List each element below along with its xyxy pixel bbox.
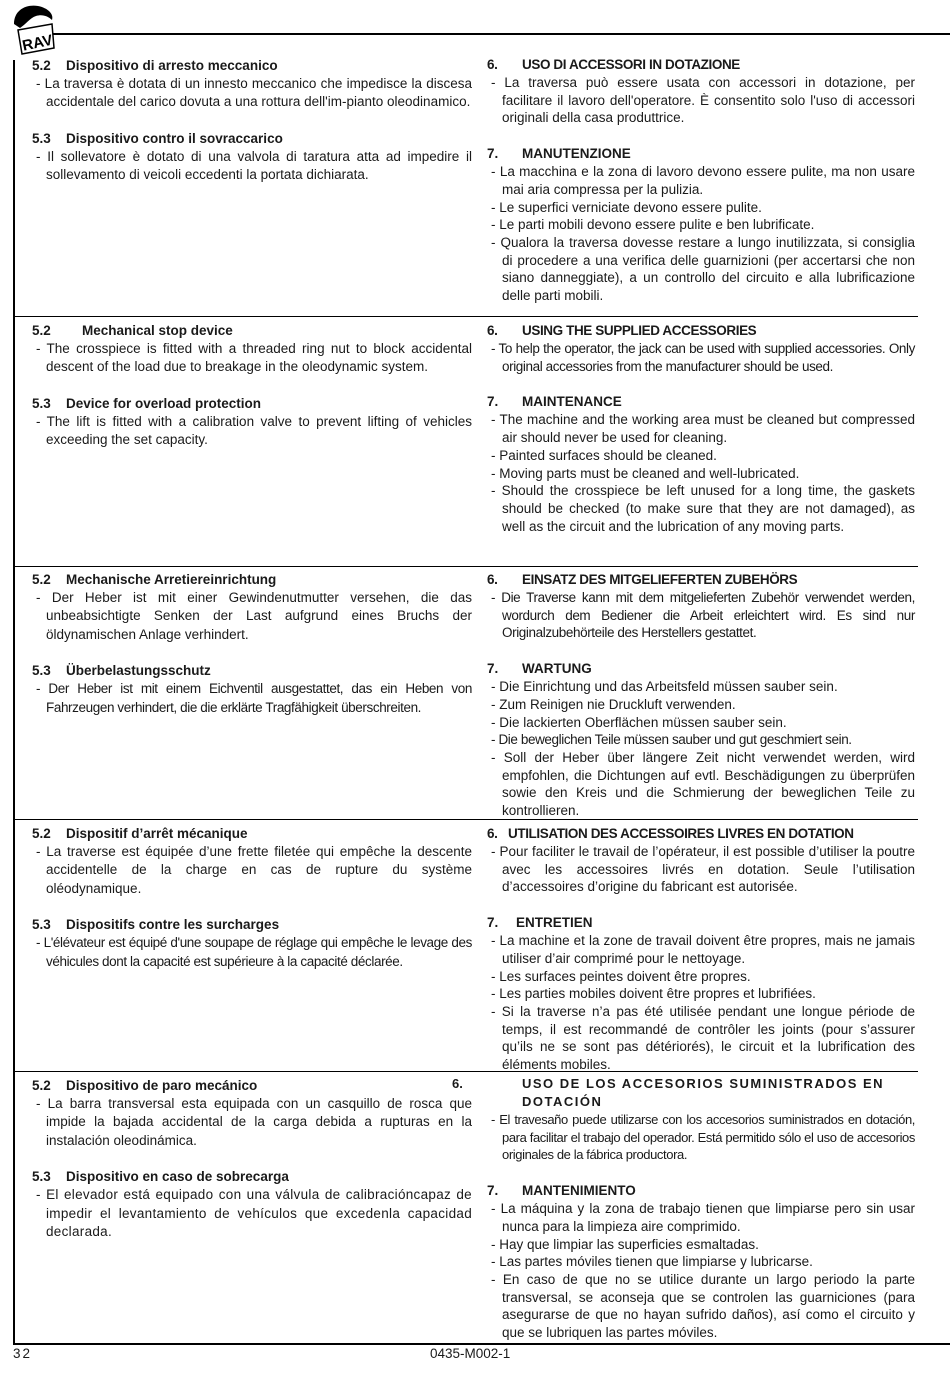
list-item: - Soll der Heber über längere Zeit nicht verwendet werden, wird empfohlen, die Dichtungen auf evtl. Beschädigungen zu überprüfen sowie den Kreis und die Schmierung der beweglichen Teile zu kontrollieren. (491, 749, 915, 819)
right-column (452, 1075, 915, 1342)
paragraph: - Der Heber ist mit einem Eichventil ausgestattet, das ein Heben von Fahrzeugen verhindert, die die erklärte Tragfähigkeit überschreiten. (36, 681, 472, 715)
list-item: - Painted surfaces should be cleaned. (491, 447, 717, 463)
list-item: - Le parti mobili devono essere pulite e ben lubrificate. (491, 217, 815, 233)
list-item: - Die lackierten Oberflächen müssen sauber sein. (491, 714, 787, 730)
section-heading: 5.3 Dispositifs contre les surcharges (32, 917, 280, 933)
section-heading: 5.3 Überbelastungsschutz (32, 663, 211, 679)
section-es (14, 1071, 918, 1342)
section-heading: 5.3 Device for overload protection (32, 395, 262, 411)
right-column (487, 322, 915, 535)
list-item: - Le superfici verniciate devono essere pulite. (491, 199, 762, 215)
paragraph: - The lift is fitted with a calibration valve to prevent lifting of vehicles exceeding the set capacity. (36, 413, 472, 448)
right-column (487, 571, 915, 820)
paragraph: - La traverse est équipée d’une frette filetée qui empêche la descente accidentelle de la charge en cas de rupture du système oléodynamique. (36, 844, 472, 896)
section-heading: 7. MANTENIMIENTO (487, 1183, 636, 1199)
left-column (32, 571, 472, 717)
list-item: - Should the crosspiece be left unused for a long time, the gaskets should be checked (to make sure that they are not damaged), as well as the circuit and the lubrication of any moving parts. (491, 483, 915, 534)
paragraph: - Il sollevatore è dotato di una valvola di taratura atta ad impedire il sollevamento di veicoli eccedenti la portata dichiarata. (36, 148, 472, 183)
paragraph: - To help the operator, the jack can be used with supplied accessories. Only original accessories from the manufacturer should be used. (491, 341, 915, 374)
paragraph: - El elevador está equipado con una válvula de calibracióncapaz de impedir el levantamiento de vehículos que excedenla capacidad declarada. (36, 1187, 472, 1240)
list-item: - La macchina e la zona di lavoro devono essere pulite, ma non usare mai aria compressa per la pulizia. (491, 164, 915, 197)
list-item: - Qualora la traversa dovesse restare a lungo inutilizzata, si consiglia di procedere a una verifica delle guarnizioni (per accertarsi che non siano danneggiate), a un controllo del circuito e alla lubrificazione delle parti mobili. (491, 234, 915, 304)
section-heading: 5.2 Dispositivo de paro mecánico (32, 1078, 258, 1093)
paragraph: - El travesaño puede utilizarse con los accesorios suministrados en dotación, para facilitar el trabajo del operador. Está permitido sólo el uso de accesorios originales de la fábrica productora. (491, 1112, 915, 1163)
bottom-rule (13, 1343, 950, 1345)
list-item: - Las partes móviles tienen que limpiarse y lubricarse. (491, 1254, 813, 1270)
paragraph: - Der Heber ist mit einer Gewindenutmutter versehen, die das unbeabsichtigte Senken der Last aufgrund eines Bruchs der öldynamischen Anlage verhindert. (36, 590, 472, 642)
top-rule (48, 33, 950, 35)
right-column (487, 56, 915, 305)
list-item: - En caso de que no se utilice durante un largo periodo la parte transversal, se aconseja que se controlen las guarniciones (para asegurarse de que no hayan sufrido daños), así como el circuito y que se lubriquen las partes móviles. (491, 1271, 915, 1341)
section-heading: 7. ENTRETIEN (487, 915, 593, 931)
right-column (487, 825, 915, 1074)
left-column (32, 1077, 472, 1241)
section-heading: 5.2 Dispositivo di arresto meccanico (32, 58, 278, 73)
section-de (14, 566, 918, 817)
list-item: - Die Einrichtung und das Arbeitsfeld müssen sauber sein. (491, 679, 838, 695)
section-heading: 6. USO DI ACCESSORI IN DOTAZIONE (487, 57, 740, 72)
page-number: 32 (13, 1346, 33, 1361)
paragraph: - La traversa può essere usata con accessori in dotazione, per facilitare il lavoro dell'operatore. È consentito solo l'uso di accessori originali della casa produttrice. (491, 75, 915, 126)
section-heading: 6. USO DE LOS ACCESORIOS SUMINISTRADOS EN DOTACIÓN (452, 1076, 885, 1109)
section-fr (14, 819, 918, 1073)
section-it (14, 55, 918, 315)
section-heading: 5.2 Mechanische Arretiereinrichtung (32, 572, 277, 587)
left-column (32, 825, 472, 971)
paragraph: - Pour faciliter le travail de l’opérateur, il est possible d’utiliser la poutre avec les accessoires livrés en dotation. Seule l’utilisation d’accessoires d’origine du fabricant est autorisée. (491, 844, 915, 895)
logo-text: RAV (20, 31, 55, 55)
list-item: - Moving parts must be cleaned and well-lubricated. (491, 465, 800, 481)
section-heading: 7. MAINTENANCE (487, 394, 622, 410)
section-heading: 5.2 Mechanical stop device (32, 323, 233, 338)
paragraph: - Die Traverse kann mit dem mitgelieferten Zubehör verwendet werden, wordurch dem Bediener die Arbeit erleichtert wird. Es sind nur Originalzubehörteile des Herstellers gestattet. (491, 590, 915, 641)
paragraph: - L'élévateur est équipé d'une soupape de réglage qui empêche le levage des véhicules dont la capacité est supérieure à la capacité déclarée. (36, 935, 472, 969)
section-en (14, 316, 918, 567)
list-item: - La machine et la zone de travail doivent être propres, mais ne jamais utiliser d’air comprimé pour le nettoyage. (491, 933, 915, 966)
section-heading: 7. WARTUNG (487, 661, 592, 677)
section-heading: 6. EINSATZ DES MITGELIEFERTEN ZUBEHÖRS (487, 572, 798, 587)
paragraph: - La traversa è dotata di un innesto meccanico che impedisce la discesa accidentale del carico dovuta a una rottura dell'im-pianto oleodinamico. (36, 76, 472, 110)
paragraph: - The crosspiece is fitted with a threaded ring nut to block accidental descent of the load due to breakage in the oleodynamic system. (36, 341, 472, 375)
list-item: - Les surfaces peintes doivent être propres. (491, 968, 751, 984)
list-item: - Die beweglichen Teile müssen sauber und gut geschmiert sein. (491, 732, 852, 748)
section-heading: 6. UTILISATION DES ACCESSOIRES LIVRES EN DOTATION (487, 826, 854, 841)
list-item: - La máquina y la zona de trabajo tienen que limpiarse pero sin usar nunca para la limpieza aire comprimido. (491, 1201, 915, 1234)
section-heading: 5.3 Dispositivo en caso de sobrecarga (32, 1169, 289, 1185)
brand-logo (8, 2, 60, 56)
list-item: - The machine and the working area must be cleaned but compressed air should never be used for cleaning. (491, 412, 915, 446)
list-item: - Hay que limpiar las superficies esmaltadas. (491, 1236, 759, 1252)
left-column (32, 57, 472, 185)
list-item: - Zum Reinigen nie Druckluft verwenden. (491, 696, 736, 712)
section-heading: 6. USING THE SUPPLIED ACCESSORIES (487, 323, 757, 338)
document-code: 0435-M002-1 (430, 1346, 511, 1361)
section-heading: 7. MANUTENZIONE (487, 146, 631, 162)
left-column (32, 322, 472, 450)
section-heading: 5.3 Dispositivo contro il sovraccarico (32, 130, 283, 146)
section-heading: 5.2 Dispositif d’arrêt mécanique (32, 826, 248, 841)
paragraph: - La barra transversal esta equipada con un casquillo de rosca que impide la bajada accidental de la carga debida a rupturas en la instalación oleodinámica. (36, 1096, 472, 1148)
list-item: - Si la traverse n’a pas été utilisée pendant une longue période de temps, il est recommandé de contrôler les joints (pour s’assurer qu’ils ne se sont pas détériorés), le circuit et la lubrification des éléments mobiles. (491, 1003, 915, 1073)
list-item: - Les parties mobiles doivent être propres et lubrifiées. (491, 986, 816, 1002)
